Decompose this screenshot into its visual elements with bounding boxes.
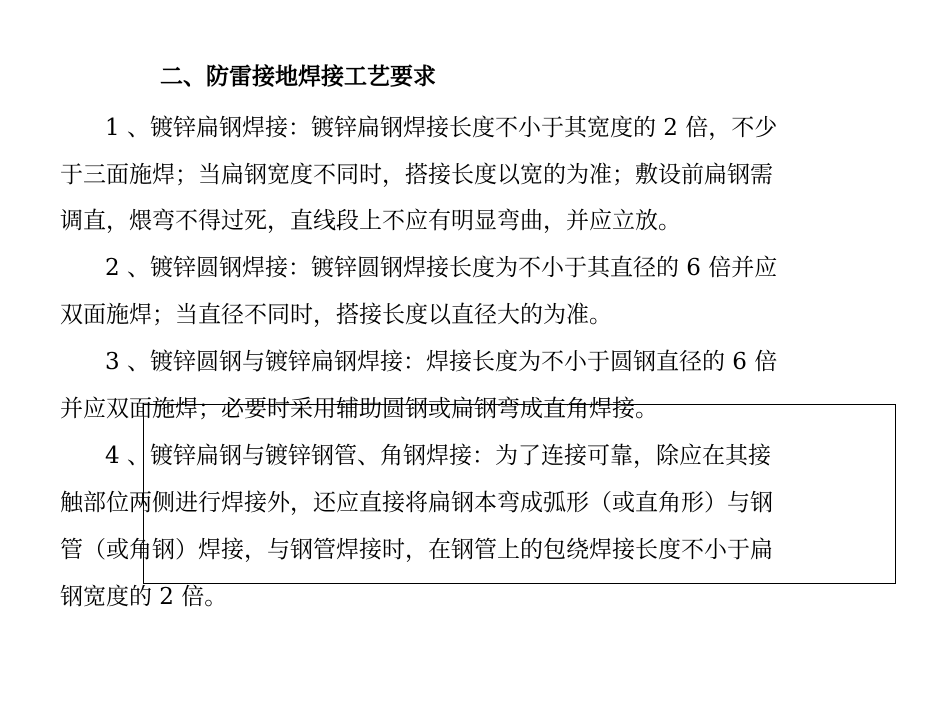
paragraph-1-line-1: 1 、镀锌扁钢焊接：镀锌扁钢焊接长度不小于其宽度的 2 倍，不少	[105, 115, 778, 141]
paragraph-3-line-2: 并应双面施焊；必要时采用辅助圆钢或扁钢弯成直角焊接。	[60, 396, 658, 422]
paragraph-4-line-2: 触部位两侧进行焊接外，还应直接将扁钢本弯成弧形（或直角形）与钢	[60, 490, 773, 516]
paragraph-4-line-4: 钢宽度的 2 倍。	[60, 584, 228, 610]
paragraph-2-line-1: 2 、镀锌圆钢焊接：镀锌圆钢焊接长度为不小于其直径的 6 倍并应	[105, 255, 778, 281]
section-heading: 二、防雷接地焊接工艺要求	[160, 63, 436, 90]
paragraph-4-line-1: 4 、镀锌扁钢与镀锌钢管、角钢焊接：为了连接可靠，除应在其接	[105, 443, 771, 469]
paragraph-4-line-3: 管（或角钢）焊接，与钢管焊接时，在钢管上的包绕焊接长度不小于扁	[60, 537, 773, 563]
paragraph-3-line-1: 3 、镀锌圆钢与镀锌扁钢焊接：焊接长度为不小于圆钢直径的 6 倍	[105, 349, 778, 375]
paragraph-2-line-2: 双面施焊；当直径不同时，搭接长度以直径大的为准。	[60, 302, 612, 328]
paragraph-1-line-3: 调直，煨弯不得过死，直线段上不应有明显弯曲，并应立放。	[60, 208, 681, 234]
paragraph-1-line-2: 于三面施焊；当扁钢宽度不同时，搭接长度以宽的为准；敷设前扁钢需	[60, 162, 773, 188]
outline-rectangle	[143, 404, 896, 584]
